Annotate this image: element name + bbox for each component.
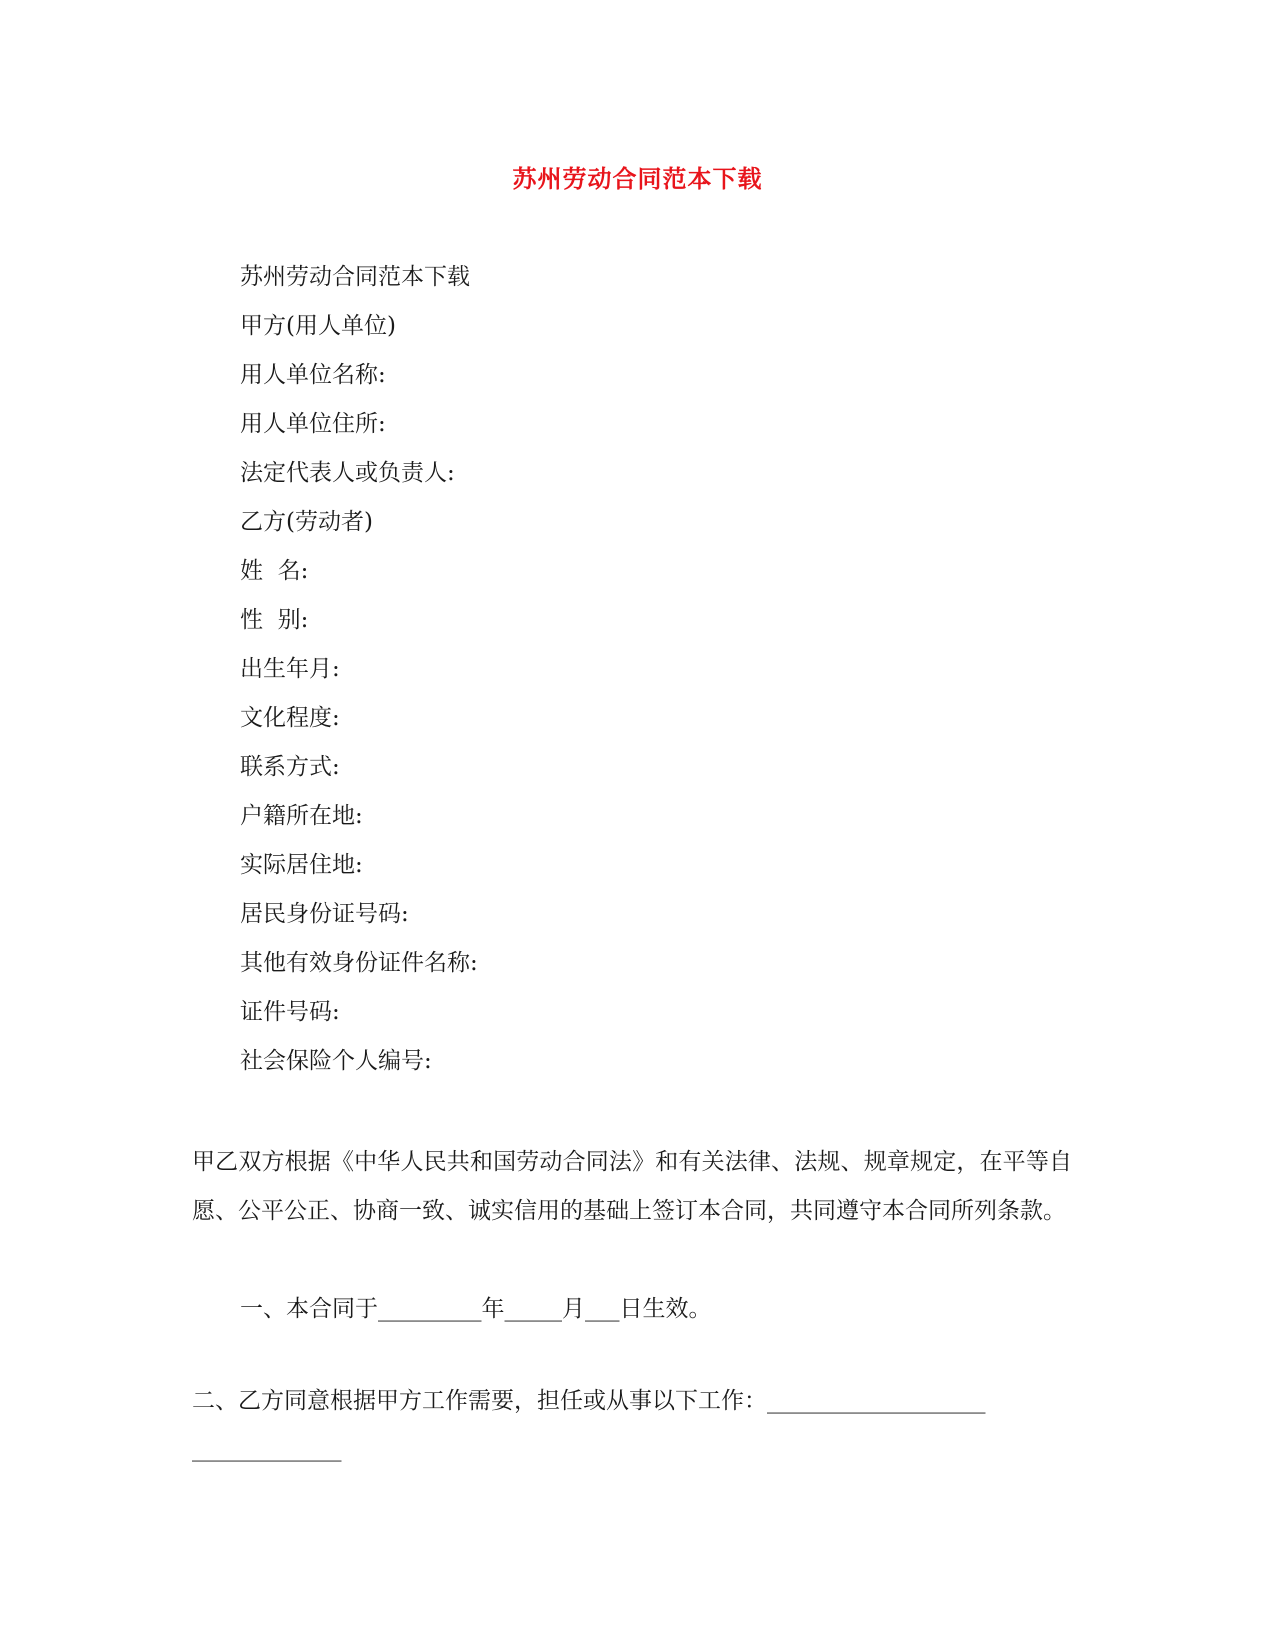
field-line: 户籍所在地:: [240, 803, 363, 829]
clause-1: 一、本合同于_________年_____月___日生效。: [240, 1296, 712, 1322]
field-line: 居民身份证号码:: [240, 901, 409, 927]
clause-2: 二、乙方同意根据甲方工作需要，担任或从事以下工作：___________________: [192, 1388, 986, 1414]
field-line: 出生年月:: [240, 656, 340, 682]
field-line: 社会保险个人编号:: [240, 1048, 432, 1074]
field-line: 用人单位住所:: [240, 411, 386, 437]
intro-paragraph: 甲乙双方根据《中华人民共和国劳动合同法》和有关法律、法规、规章规定，在平等自愿、公平公正、协商一致、诚实信用的基础上签订本合同，共同遵守本合同所列条款。: [192, 1149, 1072, 1224]
party-info-list: [240, 262, 478, 1095]
field-line: 用人单位名称:: [240, 362, 386, 388]
field-line: 姓 名:: [240, 558, 309, 584]
field-line: 联系方式:: [240, 754, 340, 780]
field-line: 文化程度:: [240, 705, 340, 731]
clause-2-continuation: _____________: [192, 1436, 342, 1462]
field-line: 实际居住地:: [240, 852, 363, 878]
field-line: 苏州劳动合同范本下载: [240, 264, 470, 290]
field-line: 法定代表人或负责人:: [240, 460, 455, 486]
document-title: 苏州劳动合同范本下载: [512, 164, 763, 193]
field-line: 乙方(劳动者): [240, 509, 373, 535]
field-line: 性 别:: [240, 607, 309, 633]
field-line: 证件号码:: [240, 999, 340, 1025]
field-line: 甲方(用人单位): [240, 313, 396, 339]
field-line: 其他有效身份证件名称:: [240, 950, 478, 976]
